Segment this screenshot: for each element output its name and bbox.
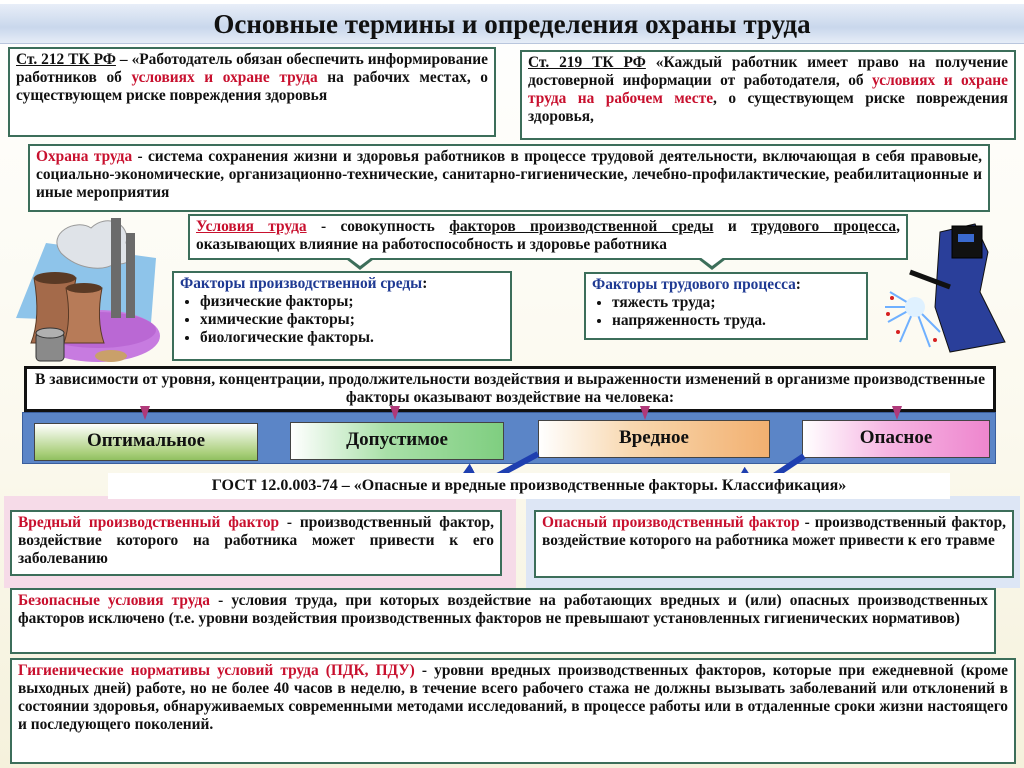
level-optimal: Оптимальное	[34, 423, 258, 461]
level-acceptable: Допустимое	[290, 422, 504, 460]
list-item: • физические факторы;	[200, 293, 504, 311]
working-conditions-term: Условия труда	[196, 218, 307, 235]
dependency-statement: В зависимости от уровня, концентрации, продолжительности воздействия и выраженности изменений в организме производственные факторы оказывают воздействие на человека:	[24, 366, 996, 412]
dangerous-factor-definition: Опасный производственный фактор - производственный фактор, воздействие которого на работника может привести к его травме	[534, 510, 1014, 578]
article-219-lead: Ст. 219 ТК РФ	[528, 54, 646, 71]
process-factors-box: Факторы трудового процесса: • тяжесть труда; • напряженность труда.	[584, 272, 868, 340]
list-item: • напряженность труда.	[612, 312, 860, 330]
page-title: Основные термины и определения охраны труда	[0, 4, 1024, 44]
harmful-factor-term: Вредный производственный фактор	[18, 514, 280, 531]
labor-protection-definition: Охрана труда - система сохранения жизни и здоровья работников в процессе трудовой деятельности, включающая в себя правовые, социально-экономические, организационно-технические, санитарно-гигиенические, лечебно-профилактические, реабилитационные и иные мероприятия	[28, 144, 990, 212]
level-harmful: Вредное	[538, 420, 770, 458]
list-item: • химические факторы;	[200, 311, 504, 329]
harmful-factor-definition: Вредный производственный фактор - производственный фактор, воздействие которого на работника может привести к его заболеванию	[10, 510, 502, 576]
labor-protection-term: Охрана труда	[36, 148, 133, 165]
environment-factors-list	[180, 293, 504, 347]
process-factors-title: Факторы трудового процесса	[592, 276, 796, 293]
environment-factors-title: Факторы производственной среды	[180, 275, 423, 292]
gost-title: ГОСТ 12.0.003-74 – «Опасные и вредные производственные факторы. Классификация»	[108, 473, 950, 499]
article-212-lead: Ст. 212 ТК РФ	[16, 51, 116, 68]
hygienic-standards-term: Гигиенические нормативы условий труда (ПДК, ПДУ)	[18, 662, 415, 679]
article-212-box: Ст. 212 ТК РФ – «Работодатель обязан обеспечить информирование работников об условиях и охране труда на рабочих местах, о существующем риске повреждения здоровья	[8, 47, 496, 137]
article-219-box: Ст. 219 ТК РФ «Каждый работник имеет право на получение достоверной информации от работодателя, об условиях и охране труда на рабочем месте, о существующем риске повреждения здоровья,	[520, 50, 1016, 140]
caret-left	[346, 259, 374, 270]
hygienic-standards-definition: Гигиенические нормативы условий труда (ПДК, ПДУ) - уровни вредных производственных факторов, которые при ежедневной (кроме выходных дней) работе, но не более 40 часов в неделю, в течение всего рабочего стажа не должны вызывать заболеваний или отклонений в состоянии здоровья, обнаруживаемых современными методами исследований, в процессе работы или в отдаленные сроки жизни настоящего и последующего поколений.	[10, 658, 1016, 764]
level-dangerous: Опасное	[802, 420, 990, 458]
safe-conditions-definition: Безопасные условия труда - условия труда, при которых воздействие на работающих вредных и (или) опасных производственных факторов исключено (т.е. уровни воздействия производственных факторов не превышают установленных гигиенических нормативов)	[10, 588, 996, 654]
factory-illustration	[6, 208, 164, 368]
list-item: • биологические факторы.	[200, 329, 504, 347]
safe-conditions-term: Безопасные условия труда	[18, 592, 210, 609]
list-item: • тяжесть труда;	[612, 294, 860, 312]
caret-right	[698, 259, 726, 270]
environment-factors-box: Факторы производственной среды: • физические факторы; • химические факторы; • биологические факторы.	[172, 271, 512, 361]
dangerous-factor-term: Опасный производственный фактор	[542, 514, 800, 531]
process-factors-list	[592, 294, 860, 330]
working-conditions-definition: Условия труда - совокупность факторов производственной среды и трудового процесса, оказывающих влияние на работоспособность и здоровье работника	[188, 214, 908, 260]
